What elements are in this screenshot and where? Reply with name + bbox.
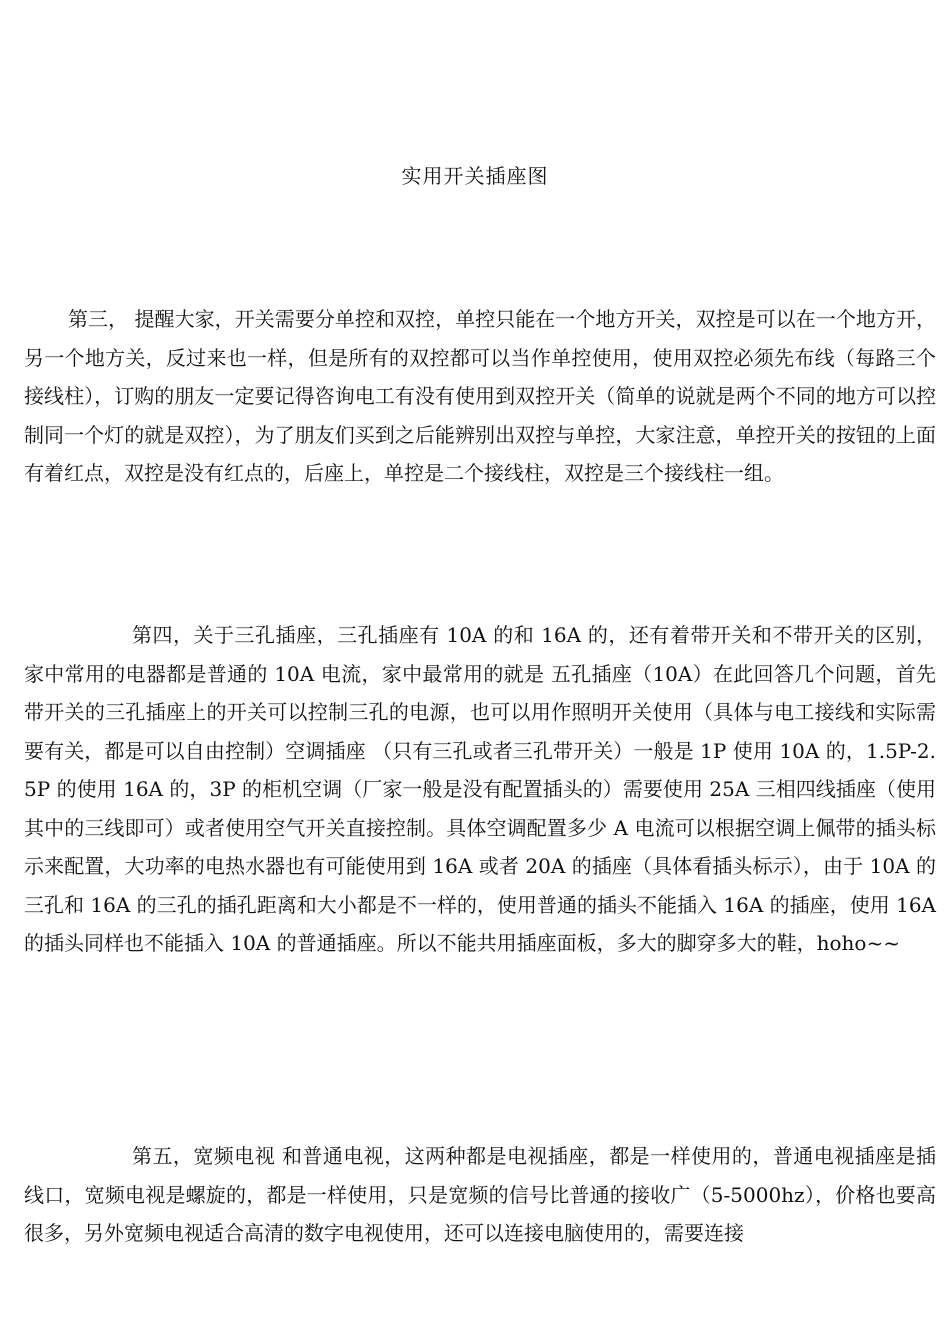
paragraph-fourth: 第四，关于三孔插座，三孔插座有 10A 的和 16A 的，还有着带开关和不带开关的区别，家中常用的电器都是普通的 10A 电流，家中最常用的就是 五孔插座（10A）在此回答几个问题，首先带开关的三孔插座上的开关可以控制三孔的电源，也可以用作照明开关使用（具体与电工接线和实际需要有关，都是可以自由控制）空调插座 （只有三孔或者三孔带开关）一般是 1P 使用 10A 的，1.5P-2.5P 的使用 16A 的，3P 的柜机空调（厂家一般是没有配置插头的）需要使用 25A 三相四线插座（使用其中的三线即可）或者使用空气开关直接控制。具体空调配置多少 A 电流可以根据空调上佩带的插头标示来配置，大功率的电热水器也有可能使用到 16A 或者 20A 的插座（具体看插头标示），由于 10A 的三孔和 16A 的三孔的插孔距离和大小都是不一样的，使用普通的插头不能插入 16A 的插座，使用 16A 的插头同样也不能插入 10A 的普通插座。所以不能共用插座面板，多大的脚穿多大的鞋，hoho~~ bbox=[24, 623, 936, 955]
paragraph-third: 第三， 提醒大家，开关需要分单控和双控，单控只能在一个地方开关，双控是可以在一个地方开，另一个地方关，反过来也一样，但是所有的双控都可以当作单控使用，使用双控必须先布线（每路三个接线柱），订购的朋友一定要记得咨询电工有没有使用到双控开关（简单的说就是两个不同的地方可以控制同一个灯的就是双控），为了朋友们买到之后能辨别出双控与单控，大家注意，单控开关的按钮的上面有着红点，双控是没有红点的，后座上，单控是二个接线柱，双控是三个接线柱一组。 bbox=[24, 307, 936, 485]
paragraph-fifth: 第五，宽频电视 和普通电视，这两种都是电视插座，都是一样使用的，普通电视插座是插线口，宽频电视是螺旋的，都是一样使用，只是宽频的信号比普通的接收广（5-5000hz），价格也要高很多，另外宽频电视适合高清的数字电视使用，还可以连接电脑使用的，需要连接 bbox=[24, 1144, 936, 1245]
document-title: 实用开关插座图 bbox=[401, 164, 549, 188]
